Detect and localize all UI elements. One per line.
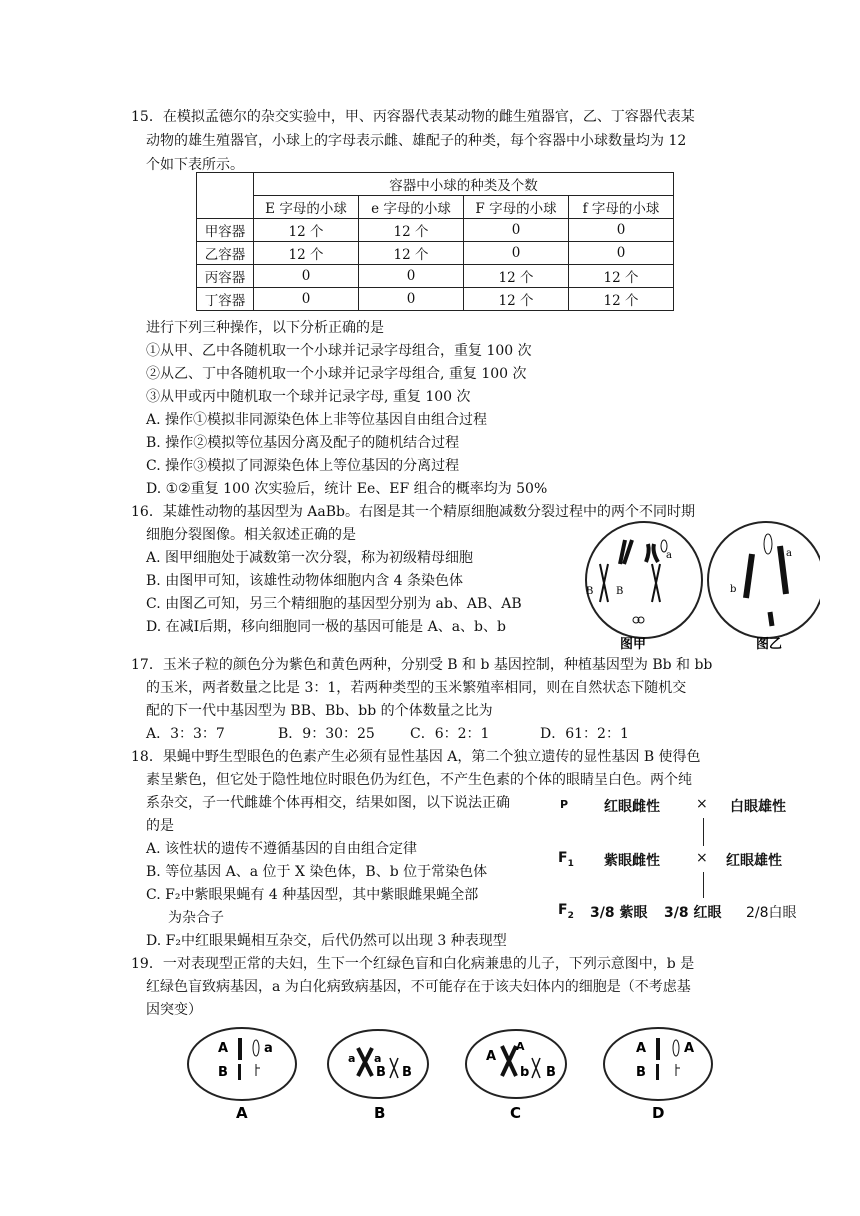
cross-symbol: × [696,850,708,866]
table-cell: 0 [464,242,569,265]
q15-after-4: ③从甲或丙中随机取一个球并记录字母, 重复 100 次 [146,389,471,405]
q19-cells-figure [186,1024,716,1124]
cell-a-gene: a [264,1041,273,1056]
cell-label-d: D [652,1104,665,1122]
row-name: 乙容器 [197,242,254,265]
gene-label-b: b [730,584,737,595]
table-col-header: F 字母的小球 [464,196,569,219]
cell-b-gene: a [374,1052,382,1065]
q18-option-c: C. F₂中紫眼果蝇有 4 种基因型，其中紫眼雌果蝇全部 [146,887,479,903]
cross-f2-label: $F_2$ [558,902,574,921]
q15-option-d: D. ①②重复 100 次实验后，统计 Ee、EF 组合的概率均为 50% [146,481,548,497]
table-row [197,288,674,311]
gene-label-B: B [616,586,624,597]
q16-option-b: B. 由图甲可知，该雄性动物体细胞内含 4 条染色体 [146,573,463,589]
cell-a-gene: A [218,1041,229,1056]
gene-label-B: B [586,586,594,597]
table-cell: 0 [359,265,464,288]
cross-symbol: × [696,796,708,812]
table-cell: 0 [359,288,464,311]
row-name: 丁容器 [197,288,254,311]
q15-table [196,172,674,311]
cross-p-label: P [560,798,569,811]
table-cell: 12 个 [464,265,569,288]
q15-after-3: ②从乙、丁中各随机取一个小球并记录字母组合, 重复 100 次 [146,366,527,382]
cross-p-female: 红眼雌性 [604,799,660,815]
table-cell: 12 个 [569,288,674,311]
table-row [197,242,674,265]
fig-label-yi: 图乙 [756,637,783,650]
q15-option-c: C. 操作③模拟了同源染色体上等位基因的分离过程 [146,458,460,474]
table-col-header: E 字母的小球 [254,196,359,219]
table-cell: 12 个 [359,242,464,265]
row-name: 甲容器 [197,219,254,242]
table-row [197,219,674,242]
cross-f2-red: 3/8 红眼 [664,905,722,921]
q19-line-1: 19．一对表现型正常的夫妇，生下一个红绿色盲和白化病兼患的儿子，下列示意图中，b 是 [131,956,695,972]
q17-option-c: C．6：2：1 [410,726,490,742]
table-col-header: f 字母的小球 [569,196,674,219]
q19-line-3: 因突变） [146,1002,202,1018]
arrow-line [703,872,704,898]
cell-c-gene: A [486,1049,497,1064]
table-cell: 12 个 [464,288,569,311]
q15-line-2: 动物的雄生殖器官，小球上的字母表示雌、雄配子的种类，每个容器中小球数量均为 12 [146,133,687,149]
table-row [197,265,674,288]
cell-c-gene: b [520,1065,530,1080]
cross-p-male: 白眼雄性 [730,799,786,815]
cell-label-c: C [510,1104,522,1122]
q18-line-2: 素呈紫色，但它处于隐性地位时眼色仍为红色，不产生色素的个体的眼睛呈白色。两个纯 [146,772,692,788]
cross-f1-female: 紫眼雌性 [604,853,660,869]
row-name: 丙容器 [197,265,254,288]
cell-d-gene: B [636,1065,646,1080]
q16-line-1: 16．某雄性动物的基因型为 AaBb。右图是其一个精原细胞减数分裂过程中的两个不同时期 [131,504,695,520]
cell-d-gene: A [636,1041,647,1056]
table-group-header: 容器中小球的种类及个数 [254,173,674,196]
q17-option-a: A．3：3：7 [146,726,225,742]
table-cell: 0 [254,265,359,288]
table-cell: 0 [464,219,569,242]
cross-f1-label: $F_1$ [558,850,574,869]
table-cell: 12 个 [254,242,359,265]
cell-b-gene: a [348,1052,356,1065]
gene-label-a: a [666,550,672,561]
table-cell: 12 个 [569,265,674,288]
q15-line-3: 个如下表所示。 [146,157,244,173]
q15-option-a: A. 操作①模拟非同源染色体上非等位基因自由组合过程 [146,412,488,428]
cell-d-gene: A [684,1041,695,1056]
q18-option-d: D. F₂中红眼果蝇相互杂交，后代仍然可以出现 3 种表现型 [146,933,507,949]
table-cell: 12 个 [359,219,464,242]
q18-line-1: 18．果蝇中野生型眼色的色素产生必须有显性基因 A，第二个独立遗传的显性基因 B 使得色 [131,749,701,765]
q17-line-2: 的玉米，两者数量之比是 3：1，若两种类型的玉米繁殖率相同，则在自然状态下随机交 [146,680,687,696]
meiosis-figure [580,520,820,650]
cross-f1-male: 红眼雄性 [726,853,782,869]
q18-line-4: 的是 [146,818,174,834]
table-cell: 0 [569,242,674,265]
cell-a-gene: B [218,1065,228,1080]
q15-after-1: 进行下列三种操作，以下分析正确的是 [146,320,384,336]
q19-line-2: 红绿色盲致病基因，a 为白化病致病基因，不可能存在于该夫妇体内的细胞是（不考虑基 [146,979,691,995]
q18-line-3: 系杂交，子一代雌雄个体再相交，结果如图，以下说法正确 [146,795,510,811]
q17-option-b: B．9：30：25 [278,726,375,742]
cell-c-gene: B [546,1065,556,1080]
q15-line-1: 15．在模拟孟德尔的杂交实验中，甲、丙容器代表某动物的雌生殖器官，乙、丁容器代表某 [131,109,695,125]
cell-label-b: B [374,1104,386,1122]
table-cell: 0 [569,219,674,242]
arrow-line [703,818,704,846]
cross-f2-purple: 3/8 紫眼 [590,905,648,921]
cell-yi-chromosomes [746,534,786,626]
cell-label-a: A [236,1104,248,1122]
table-cell: 12 个 [254,219,359,242]
q15-option-b: B. 操作②模拟等位基因分离及配子的随机结合过程 [146,435,460,451]
table-cell: 0 [254,288,359,311]
cross-f2-white: 2/8白眼 [746,905,797,921]
q15-after-2: ①从甲、乙中各随机取一个小球并记录字母组合，重复 100 次 [146,343,532,359]
q16-option-a: A. 图甲细胞处于减数第一次分裂，称为初级精母细胞 [146,550,474,566]
q17-line-1: 17．玉米子粒的颜色分为紫色和黄色两种，分别受 B 和 b 基因控制，种植基因型为 Bb 和 bb [131,657,713,673]
cell-b-gene: B [376,1065,386,1080]
q17-line-3: 配的下一代中基因型为 BB、Bb、bb 的个体数量之比为 [146,703,493,719]
cell-jia-chromosomes [600,540,667,623]
fig-label-jia: 图甲 [620,637,647,650]
q17-option-d: D．61：2：1 [540,726,629,742]
q18-option-c-cont: 为杂合子 [168,910,224,926]
q16-option-d: D. 在减Ⅰ后期，移向细胞同一极的基因可能是 A、a、b、b [146,619,506,635]
cell-b-gene: B [402,1065,412,1080]
table-col-header: e 字母的小球 [359,196,464,219]
q18-option-a: A. 该性状的遗传不遵循基因的自由组合定律 [146,841,418,857]
cross-diagram [556,796,826,926]
gene-label-a: a [786,548,792,559]
q16-option-c: C. 由图乙可知，另三个精细胞的基因型分别为 ab、AB、AB [146,596,522,612]
q16-line-2: 细胞分裂图像。相关叙述正确的是 [146,527,356,543]
q18-option-b: B. 等位基因 A、a 位于 X 染色体，B、b 位于常染色体 [146,864,488,880]
cell-c-gene: A [516,1040,525,1053]
